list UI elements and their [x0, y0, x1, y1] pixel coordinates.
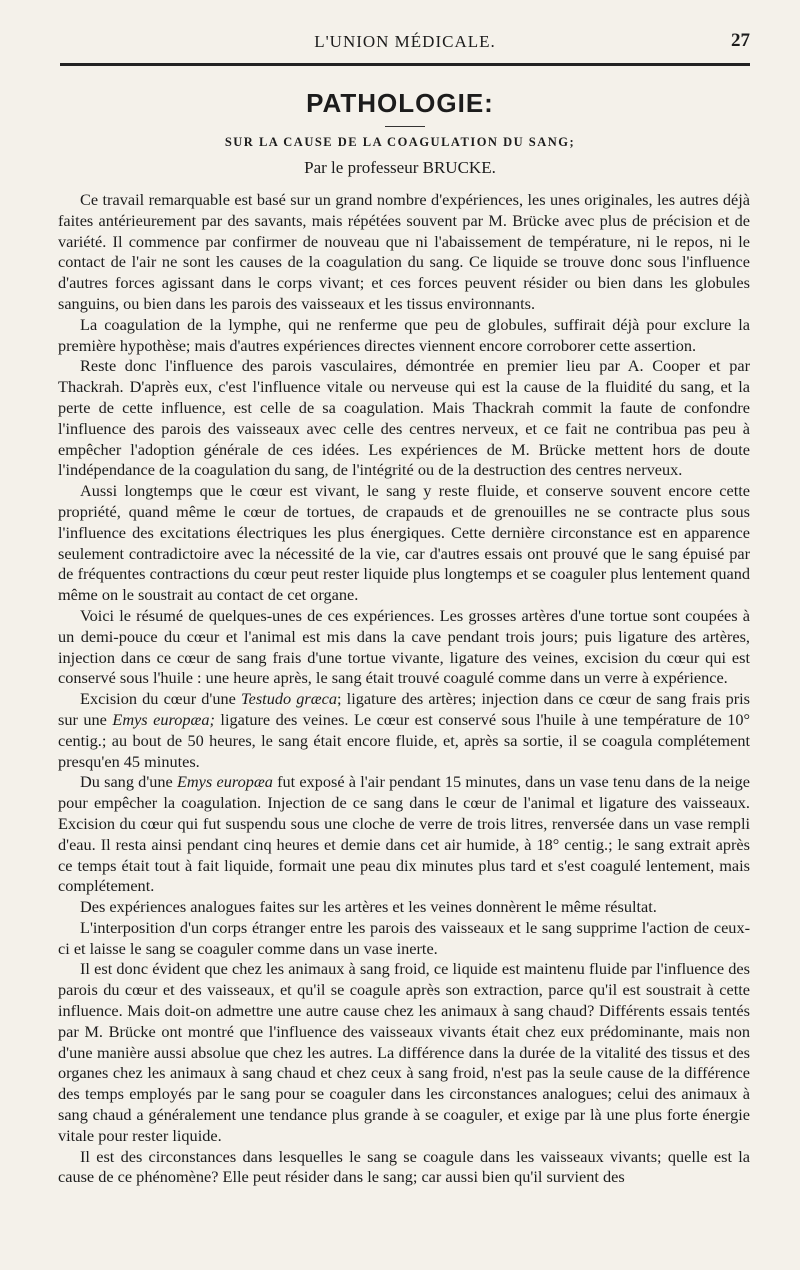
article-byline: Par le professeur BRUCKE. — [304, 158, 496, 177]
text-run: ; ligature des artères; injection dans ce cœur de sang frais pris sur une — [58, 689, 750, 729]
species-name: Emys europæa — [176, 772, 273, 792]
page-number: 27 — [731, 30, 750, 51]
text-run: fut exposé à l'air pendant 15 minutes, dans un vase tenu dans de la neige pour empêcher la coagulation. Injection de ce sang dans le cœur de l'animal et ligature des vaisseaux. Excision du cœur qui fut suspendu sous une cloche de verre de trois litres, renversée dans un vase rempli d'eau. Il resta ainsi pendant cinq heures et demie dans cet air humide, à 18° centig.; le sang extrait après ce temps était tout à fait liquide, formait une peau dix minutes plus tard et s'est coagulé lentement, mais complétement. — [58, 772, 750, 896]
text-run: ligature des veines. Le cœur est conservé sous l'huile à une température de 10° centig.; au bout de 50 heures, le sang était encore fluide, et, après sa sortie, il se coagula complétement presqu'en 45 minutes. — [58, 709, 751, 771]
article-body — [58, 190, 750, 1188]
running-title: L'UNION MÉDICALE. — [314, 32, 496, 51]
paragraph — [58, 772, 750, 897]
species-name: Emys europæa; — [112, 709, 215, 729]
paragraph: L'interposition d'un corps étranger entre les parois des vaisseaux et le sang supprime l'action de ceux-ci et laisse le sang se coaguler comme dans un vase inerte. — [58, 917, 750, 958]
paragraph: Reste donc l'influence des parois vasculaires, démontrée en premier lieu par A. Cooper et par Thackrah. D'après eux, c'est l'influence vitale ou nerveuse qui est la cause de la fluidité du sang, et la perte de cette influence, est celle de sa coagulation. Mais Thackrah commit la faute de confondre l'influence des parois des vaisseaux avec celle des centres nerveux, et ce fait ne contribua pas peu à empêcher l'adoption générale de ces idées. Les expériences de M. Brücke mettent hors de doute l'indépendance de la coagulation du sang, de l'intégrité ou de la destruction des centres nerveux. — [58, 356, 750, 480]
paragraph: Aussi longtemps que le cœur est vivant, le sang y reste fluide, et conserve souvent encore cette propriété, quand même le cœur de tortues, de crapauds et de grenouilles ne se contracte plus sous l'influence des excitations électriques les plus énergiques. Cette dernière circonstance est en apparence seulement contradictoire avec la nécessité de la vie, car d'autres essais ont prouvé que le sang épuisé par de fréquentes contractions du cœur peut rester liquide plus longtemps et se coaguler plus lentement quand même on le soustrait au contact de cet organe. — [58, 481, 750, 605]
paragraph: Des expériences analogues faites sur les artères et les veines donnèrent le même résultat. — [80, 897, 657, 917]
paragraph: La coagulation de la lymphe, qui ne renferme que peu de globules, suffirait déjà pour exclure la première hypothèse; mais d'autres expériences directes viennent encore corroborer cette assertion. — [58, 314, 750, 355]
paragraph — [58, 689, 750, 772]
paragraph: Il est des circonstances dans lesquelles le sang se coagule dans les vaisseaux vivants; quelle est la cause de ce phénomène? Elle peut résider dans le sang; car aussi bien qu'il survient des — [58, 1146, 750, 1187]
paragraph: Voici le résumé de quelques-unes de ces expériences. Les grosses artères d'une tortue sont coupées à un demi-pouce du cœur et l'animal est mis dans la cave pendant trois jours; puis ligature des artères, injection dans ce cœur de sang frais d'une tortue vivante, ligature des veines, excision du cœur qui est conservé sous l'huile : une heure après, le sang était trouvé coagulé comme dans un verre à expérience. — [58, 605, 750, 688]
header-rule — [60, 63, 750, 66]
text-run: Du sang d'une — [80, 772, 177, 792]
section-title: PATHOLOGIE: — [306, 88, 494, 118]
page-header — [60, 28, 750, 58]
text-run: Excision du cœur d'une — [80, 689, 242, 709]
article-title: SUR LA CAUSE DE LA COAGULATION DU SANG; — [224, 135, 576, 149]
paragraph: Ce travail remarquable est basé sur un grand nombre d'expériences, les unes originales, les autres déjà faites antérieurement par des savants, mais répétées souvent par M. Brücke avec plus de précision et de variété. Il commence par confirmer de nouveau que ni l'abaissement de température, ni le repos, ni le contact de l'air ne sont les causes de la coagulation du sang. Ce liquide se trouve donc sous l'influence d'autres forces agissant dans le corps vivant; et ces forces peuvent résider ou bien dans les globules sanguins, ou bien dans les parois des vaisseaux et les tissus environnants. — [58, 190, 750, 313]
species-name: Testudo græca — [241, 689, 337, 709]
paragraph: Il est donc évident que chez les animaux à sang froid, ce liquide est maintenu fluide par l'influence des parois du cœur et des vaisseaux, et qu'il se coagule après son extraction, parce qu'il est soustrait à cette influence. Mais doit-on admettre une autre cause chez les animaux à sang chaud? Différents essais tentés par M. Brücke ont montré que l'influence des vaisseaux vivants était chez eux prédominante, mais non d'une manière aussi absolue que chez les autres. La différence dans la durée de la vitalité des tissus et des organes chez les animaux à sang chaud et chez ceux à sang froid, n'est pas la seule cause de la différence des temps employés par le sang pour se coaguler dans les circonstances analogues; celui des animaux à sang chaud a généralement une tendance plus grande à se coaguler, et exige par là une plus forte énergie vitale pour rester liquide. — [58, 959, 750, 1145]
title-divider — [385, 126, 425, 127]
